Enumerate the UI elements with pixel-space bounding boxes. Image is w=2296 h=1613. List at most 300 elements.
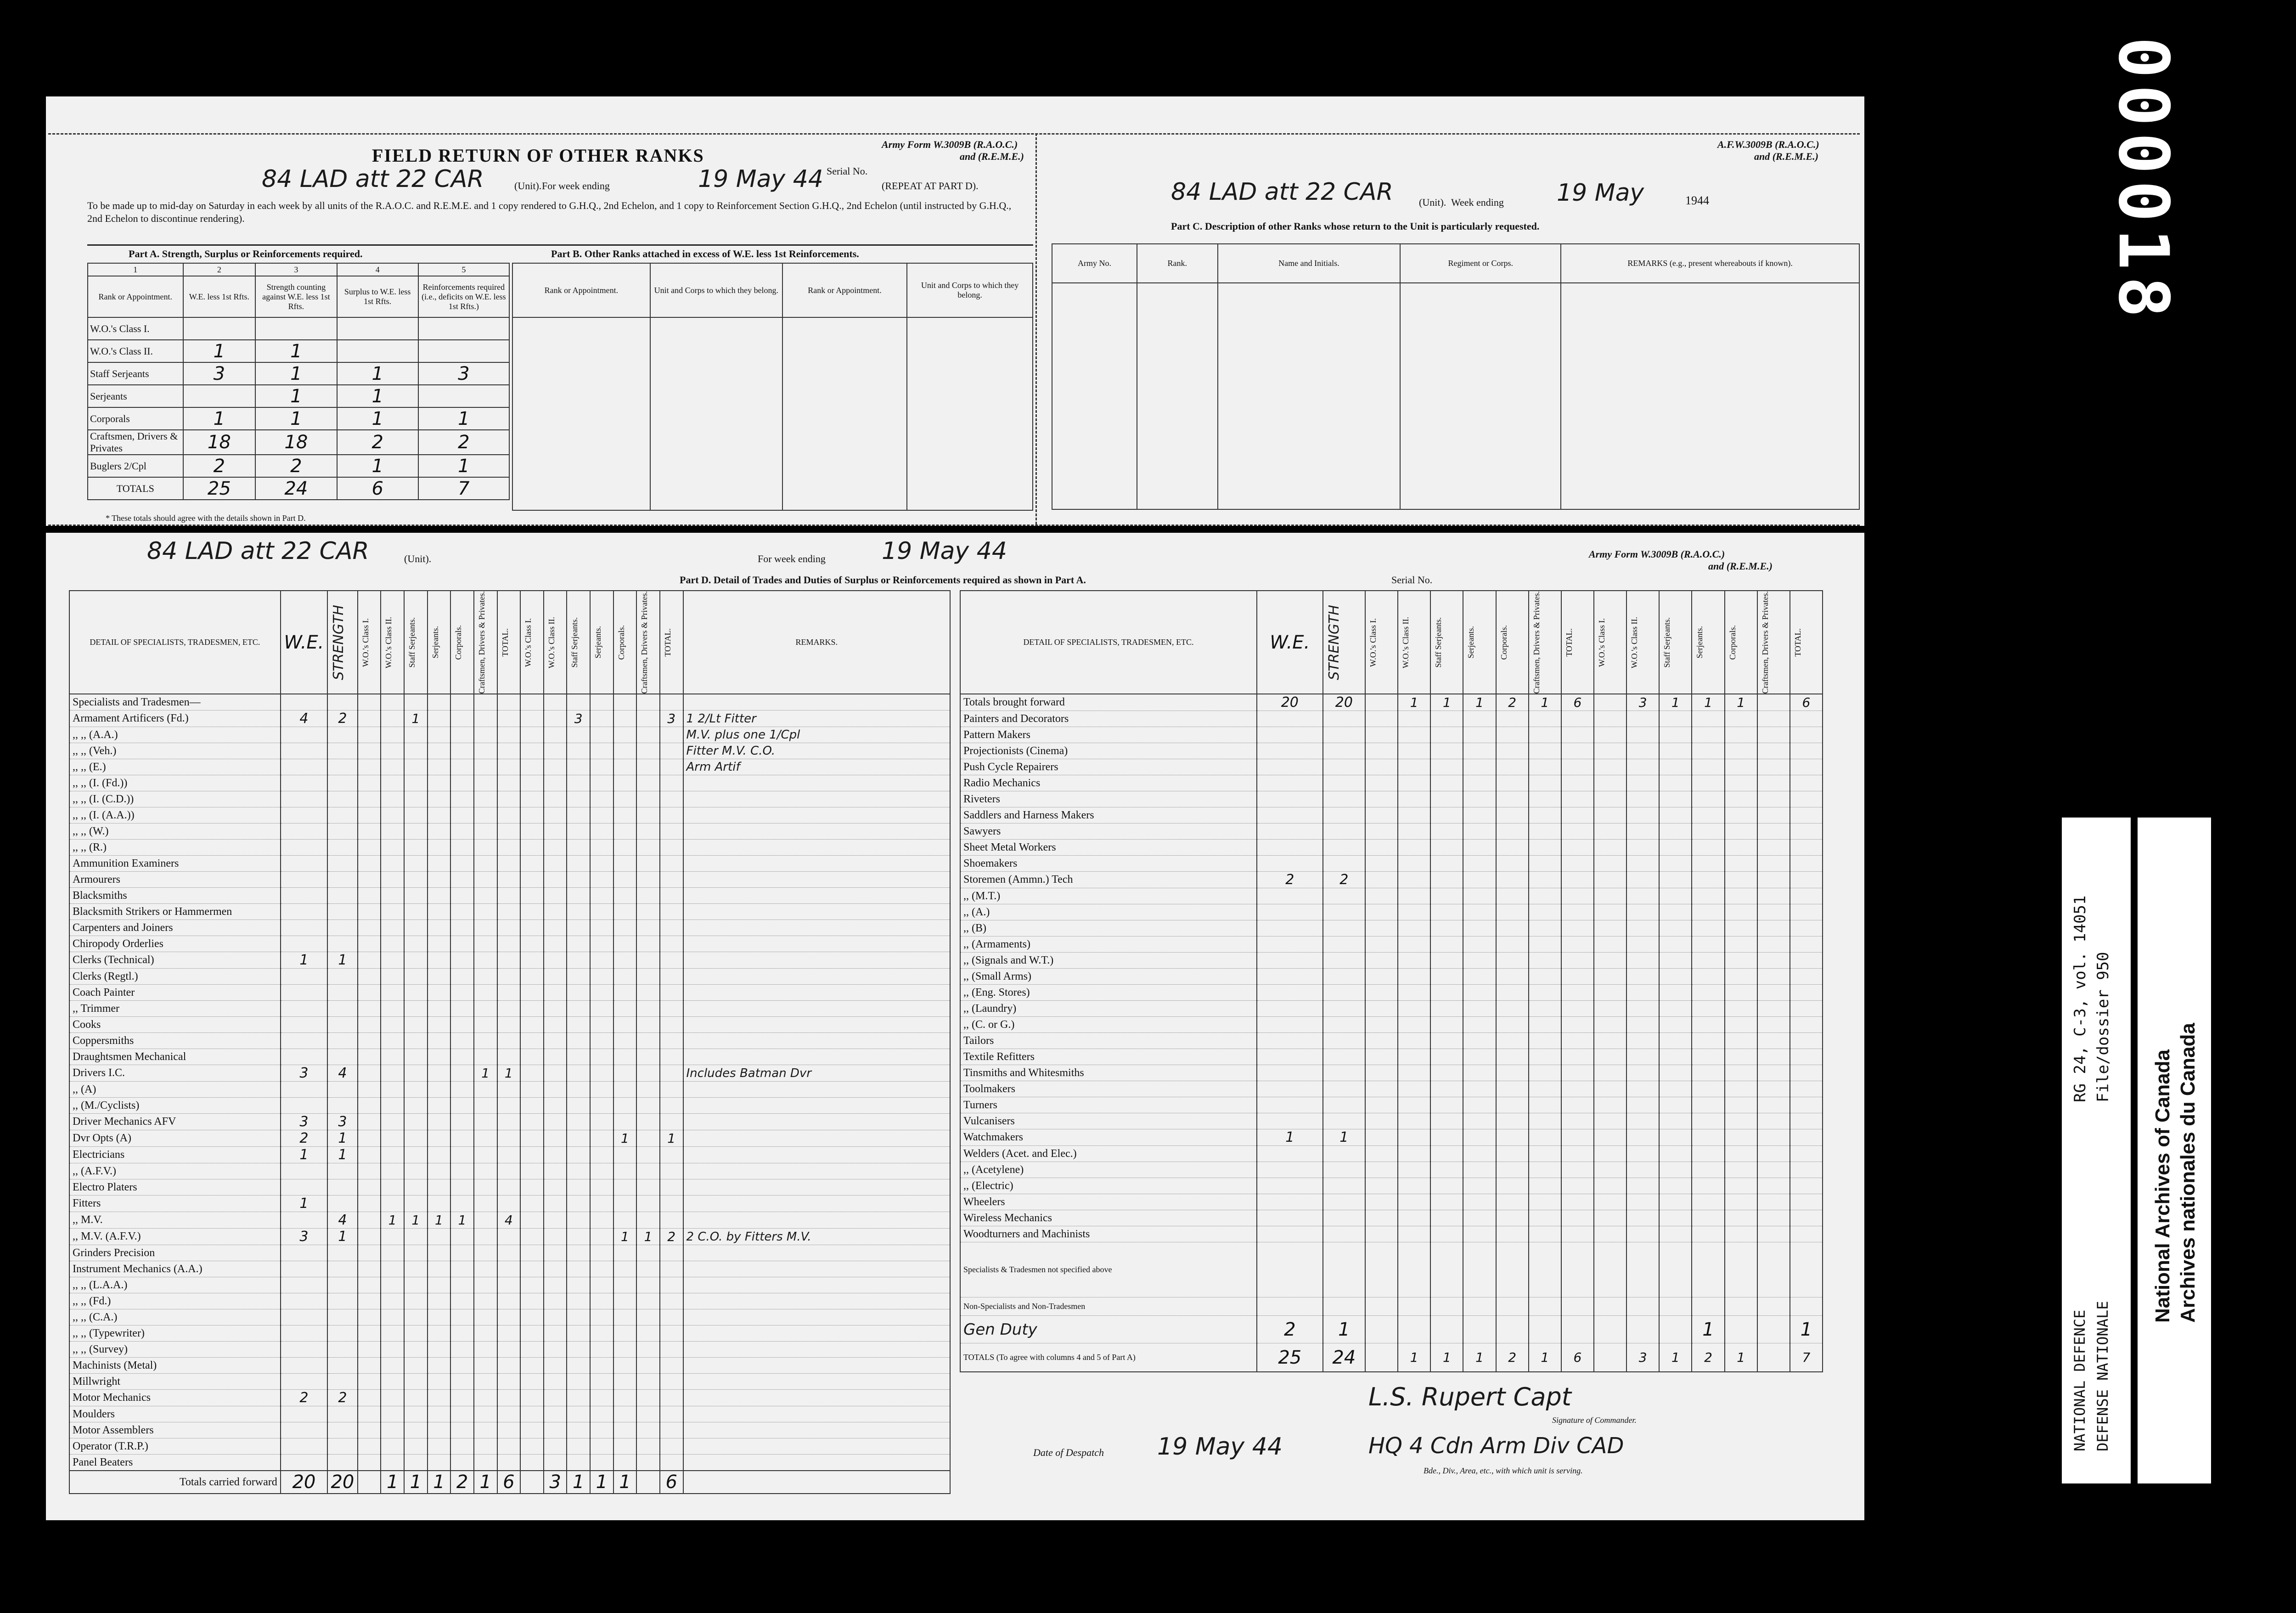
trade-sur-value <box>1398 1129 1430 1146</box>
trade-strength <box>1323 888 1365 904</box>
trade-rein-value <box>1790 1017 1823 1033</box>
trade-rein-value <box>544 1065 567 1082</box>
trade-rein-value <box>1594 1081 1626 1097</box>
trade-rein-value <box>520 936 544 952</box>
trade-sur-value <box>428 743 451 759</box>
trade-rein-value <box>590 1229 613 1245</box>
trade-rein-value <box>1626 920 1659 936</box>
trade-rein-value <box>660 1163 683 1179</box>
rein-rank-col-text: TOTAL. <box>1793 628 1802 657</box>
part-a-value: 1 <box>337 407 418 430</box>
trade-rein-value <box>1626 1065 1659 1081</box>
trade-label: ,, ,, (L.A.A.) <box>69 1277 281 1293</box>
grand-totals-row-label: TOTALS (To agree with columns 4 and 5 of Part A) <box>960 1343 1257 1372</box>
trade-rein-value <box>590 1082 613 1098</box>
trade-rein-value <box>1692 1194 1724 1210</box>
trade-strength <box>327 791 358 807</box>
trade-we <box>281 840 327 856</box>
trade-sur-value <box>428 1179 451 1196</box>
trade-strength <box>327 1001 358 1017</box>
trade-sur-value <box>1365 791 1398 807</box>
trade-sur-value <box>450 1049 474 1065</box>
trade-sur-value <box>474 1229 497 1245</box>
trade-rein-value <box>1790 840 1823 856</box>
part-c-col-header: Name and Initials. <box>1218 244 1401 283</box>
trade-sur-value <box>1398 1033 1430 1049</box>
trade-rein-value <box>1626 1049 1659 1065</box>
rein-rank-col-header <box>1790 591 1823 694</box>
trade-rein-value <box>613 1212 637 1229</box>
trade-we <box>1257 1210 1323 1226</box>
trade-sur-value <box>381 952 404 969</box>
trade-label: Ammunition Examiners <box>69 856 281 872</box>
trade-strength <box>1323 823 1365 840</box>
trade-sur-value <box>450 904 474 920</box>
trade-rein-value <box>567 1455 590 1471</box>
trade-sur-value <box>1430 904 1463 920</box>
trade-remarks <box>683 1374 950 1390</box>
trade-rein-value <box>567 1179 590 1196</box>
trade-rein-value <box>636 840 660 856</box>
trade-sur-value <box>1430 775 1463 791</box>
trade-sur-value <box>497 952 521 969</box>
trade-rein-value <box>1692 920 1724 936</box>
trade-sur-value <box>497 920 521 936</box>
trade-sur-value <box>381 1065 404 1082</box>
we-header: W.E. <box>1257 591 1323 694</box>
trade-rein-value <box>636 1065 660 1082</box>
trade-rein-value <box>1626 936 1659 953</box>
trade-rein-value <box>544 1438 567 1455</box>
trade-sur-value <box>1365 969 1398 985</box>
trade-rein-value <box>636 1049 660 1065</box>
trade-rein-value <box>544 920 567 936</box>
trade-we <box>1257 711 1323 727</box>
gen-duty-sur-value <box>1398 1316 1430 1343</box>
trade-sur-value <box>404 1358 428 1374</box>
trade-row <box>69 936 950 952</box>
part-c-col-header: Regiment or Corps. <box>1400 244 1561 283</box>
trade-rein-value <box>544 1130 567 1147</box>
trade-sur-value <box>1398 1178 1430 1194</box>
trade-rein-value <box>1594 1065 1626 1081</box>
trade-rein-value <box>613 1406 637 1422</box>
trade-sur-value <box>1430 969 1463 985</box>
rein-rank-col-text: Corporals. <box>1728 625 1737 660</box>
trade-sur-value <box>428 1229 451 1245</box>
trade-sur-value <box>1398 1194 1430 1210</box>
trade-sur-value <box>450 1245 474 1261</box>
trade-remarks <box>683 872 950 888</box>
trade-rein-value <box>636 1147 660 1163</box>
trade-label: Blacksmith Strikers or Hammermen <box>69 904 281 920</box>
totals-sur-value: 1 <box>381 1471 404 1494</box>
part-a-value: 1 <box>418 407 509 430</box>
trade-rein-value <box>1725 953 1757 969</box>
trade-rein-value <box>1594 775 1626 791</box>
trade-strength <box>1323 1210 1365 1226</box>
trade-rein-value <box>520 791 544 807</box>
trade-sur-value <box>428 1358 451 1374</box>
trade-sur-value <box>428 1130 451 1147</box>
trade-strength <box>327 1033 358 1049</box>
trade-remarks <box>683 1049 950 1065</box>
trade-sur-value <box>1561 1081 1594 1097</box>
trade-label: ,, (Armaments) <box>960 936 1257 953</box>
trade-sur-value: 1 <box>404 711 428 727</box>
part-a-value: 2 <box>337 430 418 455</box>
trade-sur-value <box>474 1147 497 1163</box>
trade-sur-value <box>474 1422 497 1438</box>
trade-sur-value <box>450 1277 474 1293</box>
trade-rein-value <box>567 759 590 775</box>
trade-sur-value <box>1365 1178 1398 1194</box>
part-a-value: 1 <box>337 385 418 407</box>
trade-sur-value <box>1529 888 1561 904</box>
totals-rein-value: 1 <box>590 1471 613 1494</box>
trade-sur-value <box>474 1293 497 1309</box>
sur-rank-col-text: Staff Serjeants. <box>407 617 417 668</box>
trade-sur-value <box>1365 1081 1398 1097</box>
trade-sur-value <box>358 952 381 969</box>
frame-number: 000018 <box>2103 37 2183 324</box>
trade-strength <box>1323 856 1365 872</box>
trade-strength: 4 <box>327 1212 358 1229</box>
part-c-title: Part C. Description of other Ranks whose return to the Unit is particularly requested. <box>1171 220 1540 232</box>
trade-sur-value <box>497 1001 521 1017</box>
trade-row <box>960 936 1823 953</box>
trade-sur-value <box>1496 1033 1529 1049</box>
trade-row <box>69 1098 950 1114</box>
trade-strength <box>1323 969 1365 985</box>
trade-rein-value <box>520 807 544 823</box>
trade-rein-value <box>1594 1178 1626 1194</box>
trade-row <box>69 904 950 920</box>
trade-we <box>1257 1194 1323 1210</box>
trade-sur-value <box>450 840 474 856</box>
trade-remarks: Includes Batman Dvr <box>683 1065 950 1082</box>
trade-we <box>281 1277 327 1293</box>
trade-sur-value <box>404 1163 428 1179</box>
trade-strength <box>1323 743 1365 759</box>
trade-rein-value <box>1757 904 1790 920</box>
sur-rank-col-text: W.O.'s Class II. <box>384 616 394 668</box>
trade-we <box>1257 727 1323 743</box>
trade-rein-value <box>660 920 683 936</box>
trade-remarks <box>683 1455 950 1471</box>
trade-rein-value <box>544 1017 567 1033</box>
trade-rein-value <box>520 904 544 920</box>
trade-rein-value <box>613 1065 637 1082</box>
trade-sur-value <box>358 920 381 936</box>
trade-strength <box>327 1293 358 1309</box>
trade-row <box>960 711 1823 727</box>
trade-label: ,, (Signals and W.T.) <box>960 953 1257 969</box>
trade-remarks <box>683 1390 950 1406</box>
trade-rein-value <box>590 1179 613 1196</box>
trade-label: ,, M.V. <box>69 1212 281 1229</box>
trade-sur-value <box>358 1017 381 1033</box>
dept-en: NATIONAL DEFENCE <box>2071 1309 2088 1451</box>
trade-sur-value <box>1365 1194 1398 1210</box>
trade-strength <box>327 775 358 791</box>
trade-sur-value <box>381 791 404 807</box>
trade-remarks <box>683 1163 950 1179</box>
trade-rein-value <box>1659 823 1692 840</box>
trade-row <box>960 1162 1823 1178</box>
trade-rein-value <box>613 1245 637 1261</box>
trade-we <box>1257 969 1323 985</box>
trade-rein-value <box>590 1406 613 1422</box>
trade-sur-value <box>358 823 381 840</box>
trade-row <box>69 1017 950 1033</box>
trade-sur-value <box>497 1033 521 1049</box>
trade-we <box>281 1049 327 1065</box>
trade-rein-value <box>1725 1081 1757 1097</box>
trade-rein-value <box>567 694 590 711</box>
specialists-not-specified-row-blank-cell <box>1626 1242 1659 1297</box>
trade-we <box>281 743 327 759</box>
detail-header: DETAIL OF SPECIALISTS, TRADESMEN, ETC. <box>69 591 281 694</box>
trade-rein-value <box>1757 1146 1790 1162</box>
trade-sur-value <box>428 1196 451 1212</box>
trade-row <box>960 1065 1823 1081</box>
trade-sur-value <box>381 1229 404 1245</box>
trade-sur-value: 1 <box>474 1065 497 1082</box>
trade-sur-value <box>1463 985 1496 1001</box>
trade-row <box>69 759 950 775</box>
trade-rein-value <box>1659 1081 1692 1097</box>
trade-sur-value <box>428 1277 451 1293</box>
trade-rein-value <box>660 1438 683 1455</box>
trade-label: Panel Beaters <box>69 1455 281 1471</box>
trade-rein-value <box>1790 1049 1823 1065</box>
trade-sur-value <box>497 1130 521 1147</box>
trade-row <box>69 1212 950 1229</box>
trade-we <box>281 1017 327 1033</box>
trade-sur-value <box>450 1147 474 1163</box>
trade-rein-value <box>520 1082 544 1098</box>
trade-sur-value <box>404 1065 428 1082</box>
sur-rank-col-text: Serjeants. <box>1466 626 1476 659</box>
totals-sur-value: 2 <box>450 1471 474 1494</box>
trade-rein-value <box>1594 920 1626 936</box>
trade-sur-value <box>497 1293 521 1309</box>
part-a-rank: Craftsmen, Drivers & Privates <box>88 430 183 455</box>
strength-header-text: STRENGTH <box>331 604 347 680</box>
trade-sur-value <box>1561 1033 1594 1049</box>
rein-rank-col-text: W.O.'s Class II. <box>546 616 556 668</box>
trade-rein-value <box>590 823 613 840</box>
trade-sur-value <box>497 759 521 775</box>
part-d-army-form: Army Form W.3009B (R.A.O.C.) <box>1589 548 1725 560</box>
trade-strength <box>327 1455 358 1471</box>
totals-sur-value <box>358 1471 381 1494</box>
trade-sur-value <box>381 1001 404 1017</box>
trade-rein-value <box>590 1163 613 1179</box>
despatch-label: Date of Despatch <box>1033 1447 1104 1458</box>
trade-we <box>281 1098 327 1114</box>
trade-remarks: M.V. plus one 1/Cpl <box>683 727 950 743</box>
trade-rein-value <box>544 1342 567 1358</box>
trade-rein-value <box>613 775 637 791</box>
trade-sur-value <box>497 840 521 856</box>
non-specialists-row-blank-cell <box>1626 1297 1659 1316</box>
trade-strength <box>1323 1178 1365 1194</box>
trade-rein-value <box>1757 1113 1790 1129</box>
right-year: 1944 <box>1685 194 1709 207</box>
trade-rein-value <box>613 1017 637 1033</box>
trade-sur-value <box>1398 840 1430 856</box>
trade-remarks <box>683 807 950 823</box>
trade-sur-value <box>381 1082 404 1098</box>
non-specialists-row-blank-cell <box>1365 1297 1398 1316</box>
trade-rein-value <box>567 969 590 985</box>
trade-rein-value <box>660 791 683 807</box>
trade-rein-value <box>1692 953 1724 969</box>
trade-sur-value <box>1496 969 1529 985</box>
trade-rein-value: 1 <box>636 1229 660 1245</box>
trade-label: Painters and Decorators <box>960 711 1257 727</box>
trade-rein-value <box>1659 807 1692 823</box>
trade-sur-value <box>1529 823 1561 840</box>
trade-rein-value <box>544 969 567 985</box>
trade-rein-value <box>1626 953 1659 969</box>
trade-rein-value <box>1790 807 1823 823</box>
trade-sur-value <box>1398 888 1430 904</box>
trade-sur-value <box>497 1245 521 1261</box>
trade-rein-value <box>1725 1162 1757 1178</box>
trade-we <box>1257 791 1323 807</box>
gen-duty-sur-value <box>1561 1316 1594 1343</box>
trade-rein-value <box>590 759 613 775</box>
trade-sur-value <box>381 1049 404 1065</box>
trade-sur-value <box>381 1179 404 1196</box>
trade-rein-value <box>567 1293 590 1309</box>
trade-remarks <box>683 1261 950 1277</box>
trade-row <box>69 1422 950 1438</box>
trade-we <box>281 969 327 985</box>
trade-rein-value <box>613 1374 637 1390</box>
trade-rein-value <box>636 1082 660 1098</box>
trade-sur-value <box>1463 1146 1496 1162</box>
trade-sur-value <box>381 1325 404 1342</box>
trade-remarks <box>683 888 950 904</box>
sur-rank-col-text: TOTAL. <box>500 628 510 657</box>
trade-sur-value <box>404 743 428 759</box>
trade-rein-value <box>613 1325 637 1342</box>
trade-label: Shoemakers <box>960 856 1257 872</box>
trade-rein-value <box>1626 1226 1659 1242</box>
trade-sur-value <box>404 1342 428 1358</box>
part-a-rank: TOTALS <box>88 477 183 500</box>
trade-sur-value <box>474 1212 497 1229</box>
trade-label: Wireless Mechanics <box>960 1210 1257 1226</box>
trade-rein-value <box>520 743 544 759</box>
trade-rein-value <box>660 952 683 969</box>
non-specialists-row-blank-cell <box>1463 1297 1496 1316</box>
trade-rein-value <box>1626 1129 1659 1146</box>
totals-sur-value: 6 <box>497 1471 521 1494</box>
sur-rank-col-text: Corporals. <box>454 625 463 660</box>
trade-rein-value <box>1659 1001 1692 1017</box>
trade-sur-value <box>404 1245 428 1261</box>
trade-sur-value <box>404 1130 428 1147</box>
trade-rein-value <box>520 1390 544 1406</box>
trade-strength <box>327 694 358 711</box>
trade-rein-value <box>544 1455 567 1471</box>
trade-label: Clerks (Regtl.) <box>69 969 281 985</box>
sur-rank-col-header <box>1463 591 1496 694</box>
trade-row <box>960 1081 1823 1097</box>
trade-rein-value <box>1659 775 1692 791</box>
part-d-week-label: For week ending <box>758 553 826 564</box>
trade-sur-value <box>474 1309 497 1325</box>
trade-rein-value <box>567 872 590 888</box>
trade-rein-value <box>520 1229 544 1245</box>
trade-sur-value <box>358 807 381 823</box>
trade-sur-value <box>497 1390 521 1406</box>
trade-sur-value <box>450 985 474 1001</box>
trade-rein-value <box>544 1212 567 1229</box>
trade-sur-value <box>1365 904 1398 920</box>
rein-rank-col-header <box>1757 591 1790 694</box>
totals-carried-forward-row <box>69 1471 950 1494</box>
part-a-value: 3 <box>183 362 256 385</box>
trade-sur-value <box>1430 1178 1463 1194</box>
grand-totals-row-sur-value: 1 <box>1430 1343 1463 1372</box>
trade-sur-value <box>497 1082 521 1098</box>
trade-rein-value <box>520 1147 544 1163</box>
trade-sur-value <box>358 904 381 920</box>
trade-label: ,, (C. or G.) <box>960 1017 1257 1033</box>
trade-sur-value: 1 <box>1529 694 1561 711</box>
trade-sur-value <box>381 985 404 1001</box>
totals-rein-value <box>520 1471 544 1494</box>
trade-rein-value: 6 <box>1790 694 1823 711</box>
trade-we: 1 <box>281 1196 327 1212</box>
trade-row <box>69 1245 950 1261</box>
rein-rank-col-header <box>1725 591 1757 694</box>
trade-rein-value <box>544 823 567 840</box>
part-a-value: 2 <box>183 455 256 477</box>
trade-strength <box>1323 759 1365 775</box>
trade-sur-value <box>497 807 521 823</box>
specialists-not-specified-row-blank-cell <box>1398 1242 1430 1297</box>
part-a-value: 3 <box>418 362 509 385</box>
specialists-not-specified-row-blank-cell <box>1463 1242 1496 1297</box>
trade-strength: 1 <box>327 1229 358 1245</box>
trade-sur-value <box>1529 1097 1561 1113</box>
trade-remarks: 2 C.O. by Fitters M.V. <box>683 1229 950 1245</box>
trade-sur-value <box>450 759 474 775</box>
specialists-not-specified-row-blank-cell <box>1594 1242 1626 1297</box>
trade-rein-value <box>1626 775 1659 791</box>
trade-sur-value <box>450 1163 474 1179</box>
trade-row <box>69 856 950 872</box>
trade-sur-value <box>1430 920 1463 936</box>
specialists-not-specified-row-blank-cell <box>1257 1242 1323 1297</box>
rein-rank-col-text: TOTAL. <box>663 628 672 657</box>
trade-rein-value <box>1725 727 1757 743</box>
trade-sur-value <box>1398 1113 1430 1129</box>
gen-duty-rein-value: 1 <box>1790 1316 1823 1343</box>
trade-rein-value <box>1626 872 1659 888</box>
trade-sur-value <box>404 1017 428 1033</box>
trade-sur-value <box>474 872 497 888</box>
trade-sur-value <box>1496 1049 1529 1065</box>
trade-sur-value <box>1398 872 1430 888</box>
